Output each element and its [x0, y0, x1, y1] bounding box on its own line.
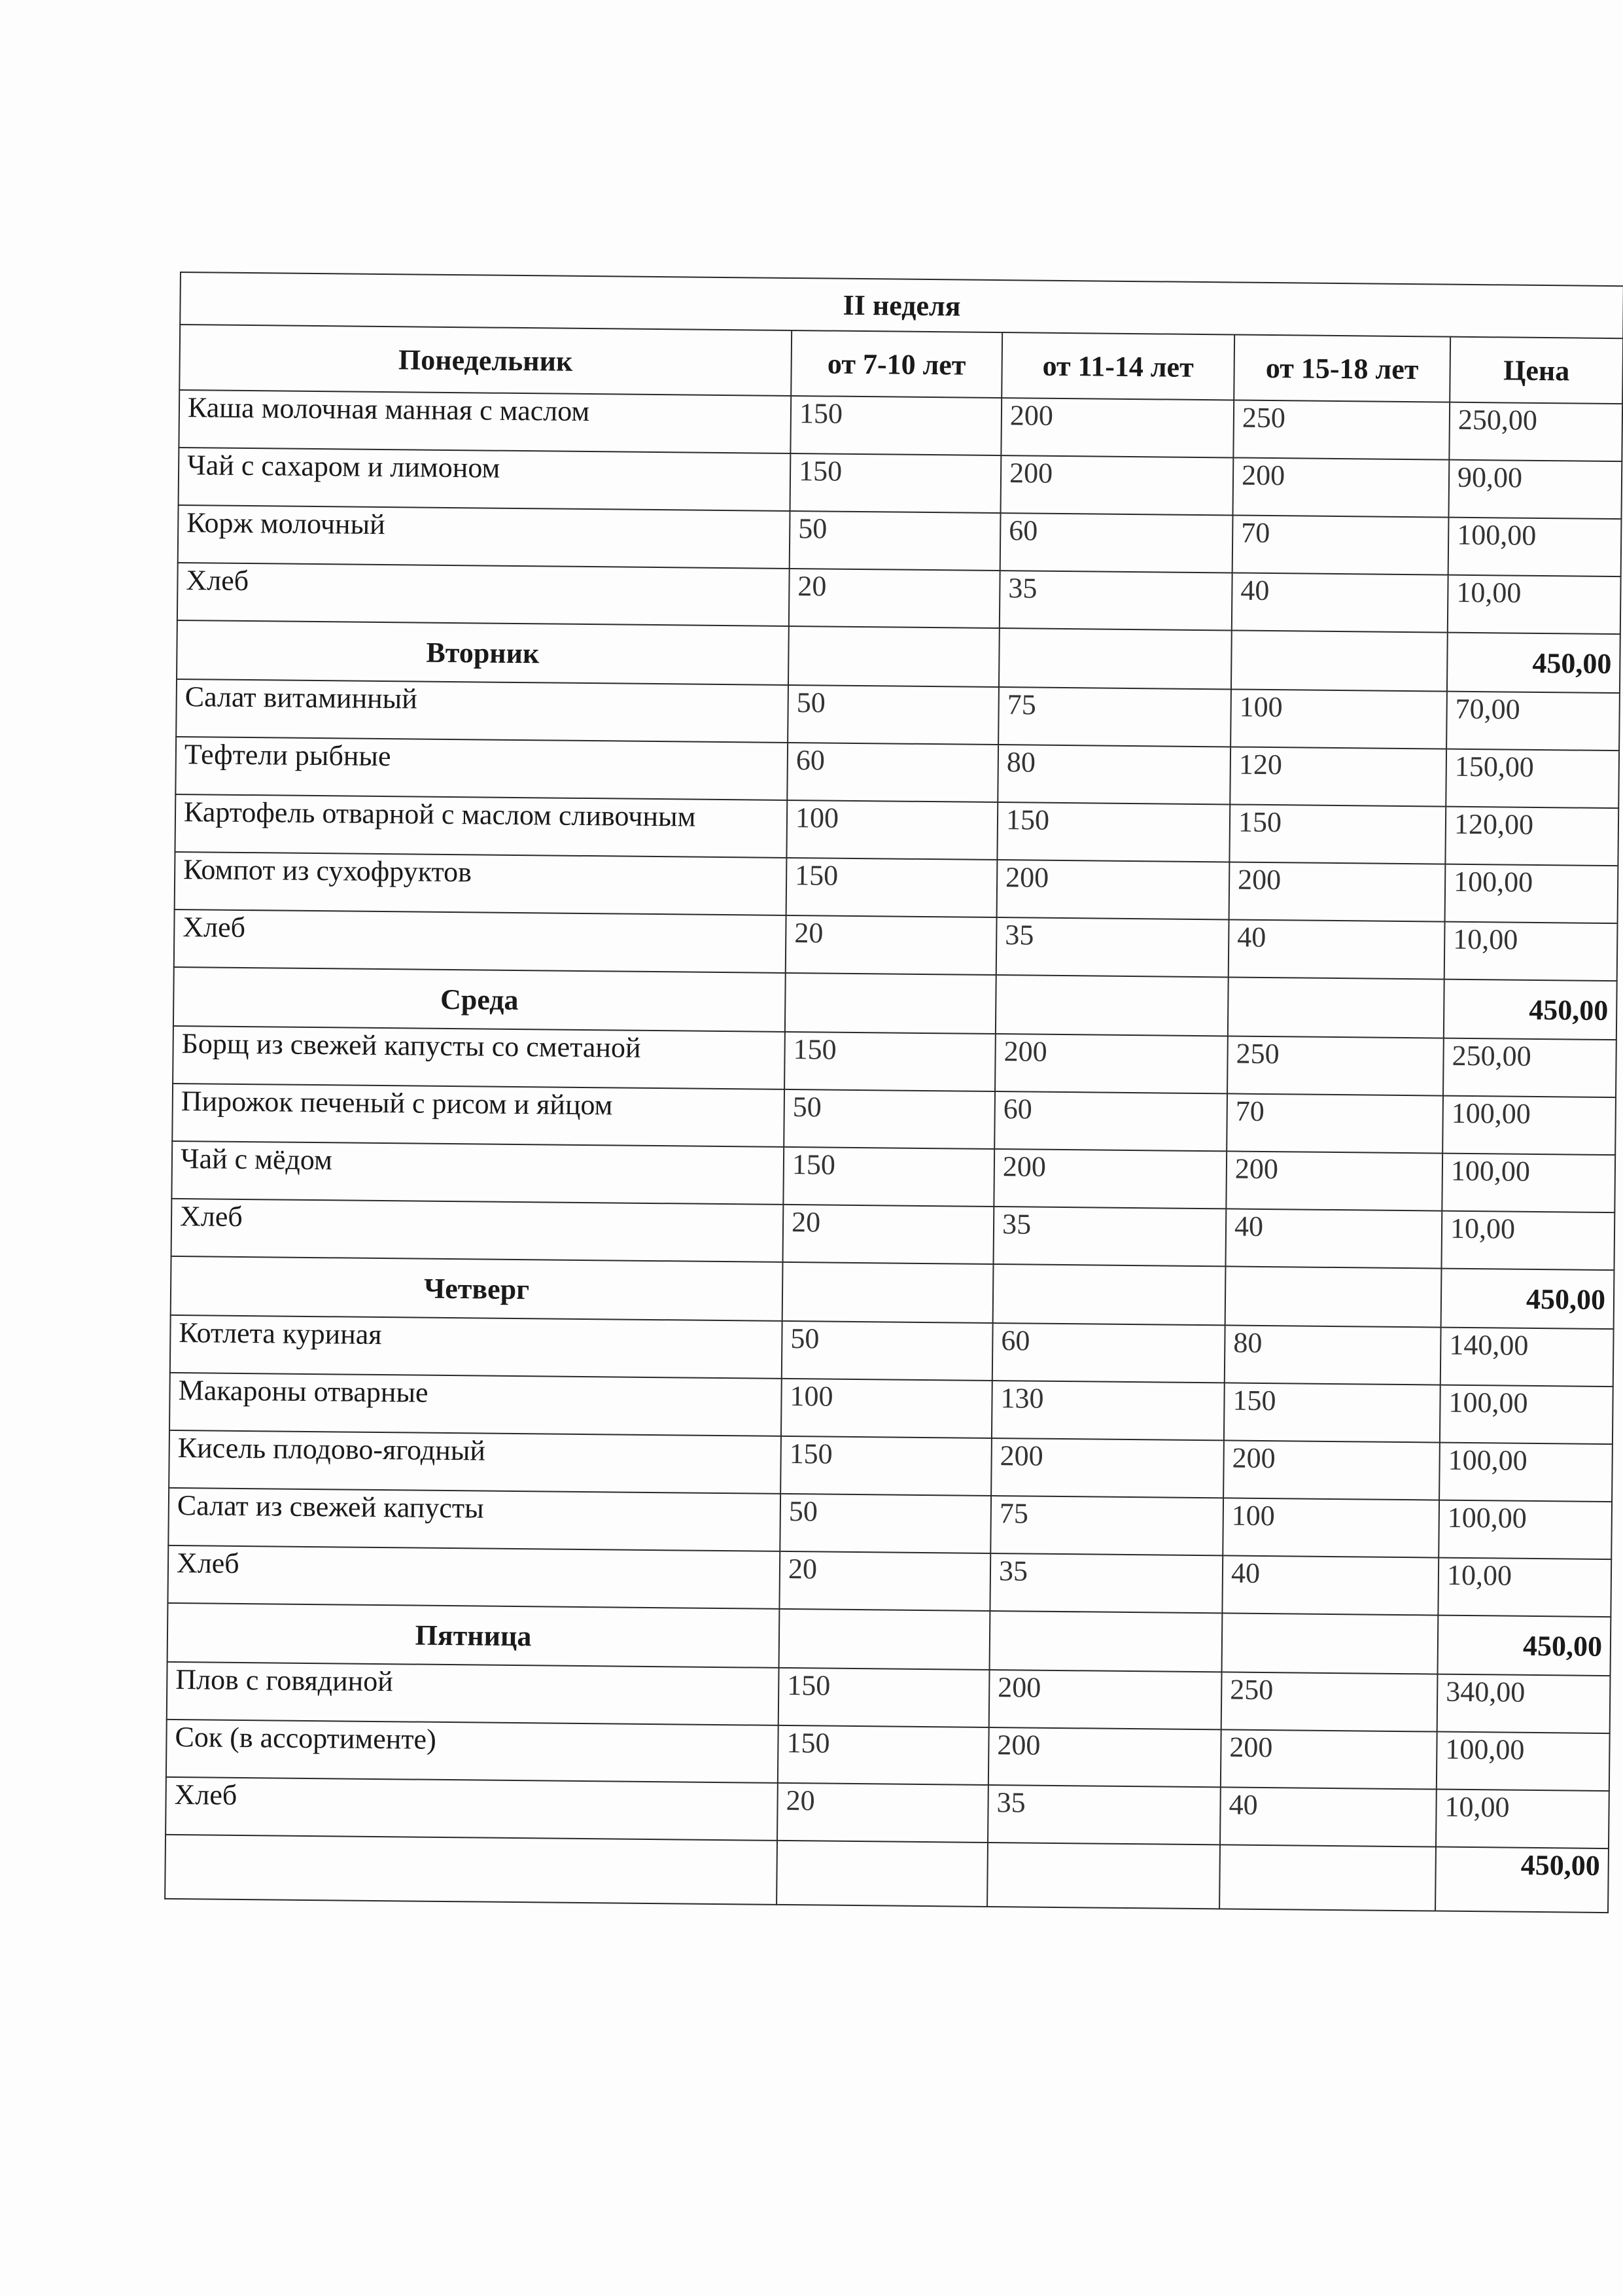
- portion-11-14: 200: [994, 1149, 1227, 1209]
- portion-15-18: 200: [1229, 862, 1446, 921]
- portion-11-14: 150: [997, 802, 1230, 862]
- day-name: Четверг: [171, 1256, 783, 1321]
- dish-name: Пирожок печеный с рисом и яйцом: [172, 1084, 784, 1147]
- portion-11-14: 60: [994, 1091, 1227, 1151]
- empty-cell: [999, 628, 1232, 689]
- portion-15-18: 40: [1232, 573, 1448, 632]
- week-title: II неделя: [180, 272, 1623, 338]
- dish-price: 140,00: [1440, 1328, 1614, 1387]
- portion-15-18: 200: [1223, 1440, 1440, 1500]
- dish-price: 100,00: [1439, 1500, 1612, 1560]
- empty-cell: [996, 975, 1229, 1036]
- portion-7-10: 150: [780, 1436, 992, 1496]
- portion-15-18: 40: [1229, 919, 1445, 979]
- dish-price: 100,00: [1437, 1732, 1610, 1792]
- header-age-15-18: от 15-18 лет: [1234, 334, 1450, 402]
- dish-name: Чай с сахаром и лимоном: [179, 448, 791, 511]
- dish-price: 250,00: [1443, 1038, 1616, 1098]
- dish-price: 10,00: [1441, 1211, 1614, 1271]
- dish-name: Сок (в ассортименте): [166, 1720, 778, 1783]
- dish-price: 10,00: [1444, 922, 1618, 981]
- dish-name: Плов с говядиной: [167, 1662, 779, 1725]
- portion-7-10: 20: [777, 1783, 988, 1843]
- dish-price: 90,00: [1448, 460, 1622, 520]
- dish-price: 100,00: [1442, 1154, 1615, 1213]
- dish-name: Чай с мёдом: [171, 1141, 784, 1205]
- day-name: Пятница: [167, 1603, 780, 1668]
- empty-cell: [1219, 1845, 1436, 1911]
- final-total: 450,00: [1435, 1847, 1609, 1913]
- portion-7-10: 50: [788, 685, 999, 745]
- portion-7-10: 100: [781, 1379, 992, 1438]
- portion-11-14: 200: [1001, 398, 1234, 457]
- dish-price: 340,00: [1437, 1674, 1611, 1734]
- portion-11-14: 200: [997, 860, 1230, 919]
- portion-7-10: 150: [778, 1725, 989, 1785]
- portion-7-10: 50: [784, 1089, 995, 1149]
- dish-name: Салат из свежей капусты: [168, 1488, 780, 1551]
- empty-cell: [1228, 977, 1444, 1038]
- day-name: Среда: [173, 967, 786, 1032]
- dish-price: 10,00: [1438, 1558, 1611, 1617]
- portion-7-10: 100: [786, 800, 998, 860]
- portion-15-18: 70: [1232, 515, 1449, 574]
- portion-15-18: 80: [1225, 1325, 1441, 1385]
- portion-7-10: 150: [778, 1668, 990, 1727]
- portion-15-18: 250: [1233, 400, 1450, 459]
- portion-11-14: 200: [988, 1727, 1221, 1787]
- day-total: 450,00: [1441, 1269, 1614, 1330]
- portion-11-14: 60: [992, 1323, 1225, 1383]
- dish-name: Борщ из свежей капусты со сметаной: [173, 1026, 785, 1089]
- empty-cell: [779, 1609, 990, 1670]
- portion-7-10: 50: [782, 1321, 993, 1381]
- dish-price: 150,00: [1446, 749, 1619, 809]
- portion-7-10: 150: [790, 453, 1002, 513]
- dish-name: Каша молочная манная с маслом: [179, 390, 791, 453]
- portion-7-10: 20: [786, 915, 997, 975]
- portion-15-18: 40: [1225, 1209, 1442, 1268]
- dish-name: Тефтели рыбные: [175, 737, 788, 800]
- menu-table: [164, 272, 1623, 1913]
- empty-cell: [993, 1264, 1226, 1325]
- dish-name: Корж молочный: [178, 505, 790, 569]
- empty-cell: [1225, 1266, 1442, 1327]
- dish-price: 100,00: [1442, 1096, 1616, 1156]
- dish-name: Картофель отварной с маслом сливочным: [175, 794, 787, 858]
- empty-cell: [990, 1611, 1223, 1672]
- dish-name: Компот из сухофруктов: [175, 852, 787, 915]
- dish-price: 100,00: [1439, 1443, 1613, 1502]
- portion-15-18: 150: [1229, 804, 1446, 864]
- portion-11-14: 35: [993, 1207, 1226, 1266]
- portion-15-18: 200: [1221, 1729, 1437, 1789]
- portion-11-14: 35: [1000, 571, 1232, 630]
- portion-11-14: 75: [990, 1496, 1223, 1555]
- day-name: Вторник: [177, 620, 789, 685]
- empty-cell: [1222, 1613, 1439, 1674]
- dish-name: Хлеб: [174, 910, 786, 973]
- portion-7-10: 50: [780, 1494, 991, 1553]
- empty-cell: [782, 1262, 994, 1323]
- dish-name: Котлета куриная: [170, 1315, 782, 1379]
- dish-price: 120,00: [1445, 807, 1618, 866]
- portion-7-10: 150: [790, 396, 1002, 455]
- day-total: 450,00: [1447, 633, 1620, 694]
- portion-11-14: 200: [1001, 455, 1234, 515]
- portion-15-18: 200: [1226, 1151, 1442, 1210]
- portion-7-10: 150: [786, 858, 998, 917]
- dish-price: 10,00: [1448, 575, 1621, 635]
- portion-11-14: 35: [988, 1785, 1221, 1845]
- portion-15-18: 250: [1221, 1672, 1438, 1731]
- empty-cell: [785, 973, 996, 1034]
- dish-name: Салат витаминный: [176, 679, 788, 743]
- portion-7-10: 150: [784, 1032, 996, 1091]
- portion-15-18: 100: [1223, 1498, 1439, 1557]
- header-day: Понедельник: [179, 325, 792, 396]
- dish-name: Хлеб: [171, 1199, 784, 1262]
- empty-cell: [165, 1835, 777, 1905]
- empty-cell: [1231, 630, 1448, 691]
- empty-cell: [788, 626, 1000, 687]
- portion-7-10: 20: [783, 1205, 994, 1264]
- portion-11-14: 35: [996, 917, 1229, 977]
- dish-price: 10,00: [1436, 1790, 1609, 1849]
- dish-price: 100,00: [1440, 1385, 1613, 1445]
- portion-11-14: 75: [998, 687, 1231, 747]
- dish-name: Хлеб: [166, 1777, 778, 1841]
- portion-7-10: 150: [783, 1147, 994, 1207]
- dish-name: Макароны отварные: [169, 1373, 782, 1436]
- dish-price: 250,00: [1449, 402, 1622, 462]
- portion-11-14: 130: [992, 1381, 1225, 1440]
- portion-11-14: 80: [998, 745, 1230, 804]
- dish-name: Кисель плодово-ягодный: [169, 1430, 781, 1494]
- day-total: 450,00: [1438, 1616, 1611, 1676]
- portion-15-18: 200: [1232, 457, 1449, 517]
- dish-price: 100,00: [1445, 864, 1618, 924]
- header-price: Цена: [1450, 337, 1623, 404]
- portion-11-14: 35: [990, 1553, 1223, 1613]
- portion-11-14: 200: [989, 1670, 1222, 1729]
- dish-price: 70,00: [1446, 692, 1620, 751]
- empty-cell: [777, 1841, 988, 1907]
- portion-15-18: 40: [1220, 1787, 1437, 1846]
- empty-cell: [987, 1843, 1220, 1909]
- portion-15-18: 120: [1230, 747, 1446, 806]
- portion-15-18: 40: [1222, 1555, 1439, 1615]
- menu-sheet: [164, 272, 1623, 1913]
- header-age-11-14: от 11-14 лет: [1002, 332, 1234, 400]
- portion-15-18: 100: [1230, 689, 1447, 749]
- portion-15-18: 150: [1224, 1383, 1440, 1442]
- dish-name: Хлеб: [177, 563, 790, 626]
- portion-11-14: 200: [995, 1034, 1228, 1093]
- dish-price: 100,00: [1448, 518, 1622, 577]
- portion-15-18: 70: [1227, 1093, 1443, 1153]
- portion-7-10: 20: [779, 1551, 990, 1611]
- portion-7-10: 60: [787, 743, 998, 802]
- final-total-row: [165, 1835, 1609, 1913]
- dish-name: Хлеб: [167, 1545, 780, 1609]
- portion-7-10: 50: [790, 511, 1001, 571]
- portion-7-10: 20: [789, 569, 1000, 628]
- day-total: 450,00: [1444, 980, 1617, 1040]
- header-age-7-10: от 7-10 лет: [791, 330, 1002, 398]
- portion-11-14: 60: [1000, 513, 1233, 573]
- portion-15-18: 250: [1227, 1036, 1444, 1095]
- portion-11-14: 200: [991, 1438, 1224, 1498]
